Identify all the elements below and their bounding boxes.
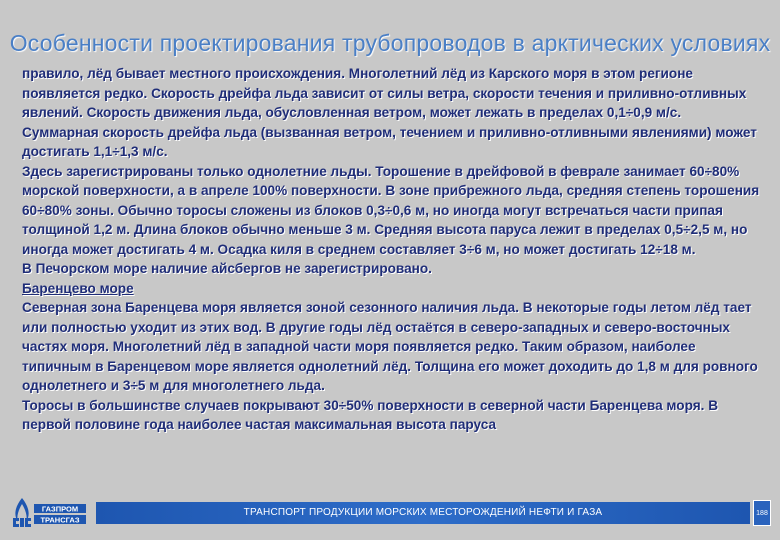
gazprom-logo — [10, 494, 92, 534]
slide-title: Особенности проектирования трубопроводов в арктических условиях — [9, 30, 771, 56]
footer-caption: ТРАНСПОРТ ПРОДУКЦИИ МОРСКИХ МЕСТОРОЖДЕНИЙ НЕФТИ И ГАЗА — [96, 502, 750, 524]
logo-text-bottom: ТРАНСГАЗ — [40, 515, 80, 525]
section-heading-barents-sea: Баренцево море — [22, 280, 134, 296]
body-paragraph-4: Северная зона Баренцева моря является зоной сезонного наличия льда. В некоторые годы летом лёд тает или полностью уходит из этих вод. В другие годы лёд остаётся в северо-западных и северо-восточных частях моря. Многолетний лёд в западной части моря появляется редко. Таким образом, наиболее типичным в Баренцевом море является однолетний лёд. Толщина его может доходить до 1,8 м для ровного однолетнего и 3÷5 м для многолетнего льда. — [22, 300, 758, 393]
body-paragraph-1: правило, лёд бывает местного происхождения. Многолетний лёд из Карского моря в этом регионе появляется редко. Скорость дрейфа льда зависит от силы ветра, скорости течения и приливно-отливных явлений. Скорость движения льда, обусловленная ветром, может лежать в пределах 0,1÷0,9 м/с. Суммарная скорость дрейфа льда (вызванная ветром, течением и приливно-отливными явлениями) может достигать 1,1÷1,3 м/с. — [22, 66, 757, 159]
logo-text-top: ГАЗПРОМ — [41, 504, 79, 514]
slide-body — [22, 64, 760, 464]
body-paragraph-3: В Печорском море наличие айсбергов не зарегистрировано. — [22, 261, 432, 276]
body-paragraph-2: Здесь зарегистрированы только однолетние льды. Торошение в дрейфовой в феврале занимает 60÷80% морской поверхности, а в апреле 100% поверхности. В зоне прибрежного льда, средняя степень торошения 60÷80% зоны. Обычно торосы сложены из блоков 0,3÷0,6 м, но иногда могут встречаться части припая толщиной 1,2 м. Длина блоков обычно меньше 3 м. Средняя высота паруса лежит в пределах 0,5÷2,5 м, но иногда может достигать 4 м. Осадка киля в среднем составляет 3÷6 м, но может достигать 12÷18 м. — [22, 163, 760, 257]
body-paragraph-5: Торосы в большинстве случаев покрывают 30÷50% поверхности в северной части Баренцева моря. В первой половине года наиболее частая максимальная высота паруса — [22, 397, 719, 432]
page-number: 188 — [753, 500, 771, 526]
gazprom-logo-icon — [10, 494, 92, 534]
slide-footer — [0, 494, 780, 540]
